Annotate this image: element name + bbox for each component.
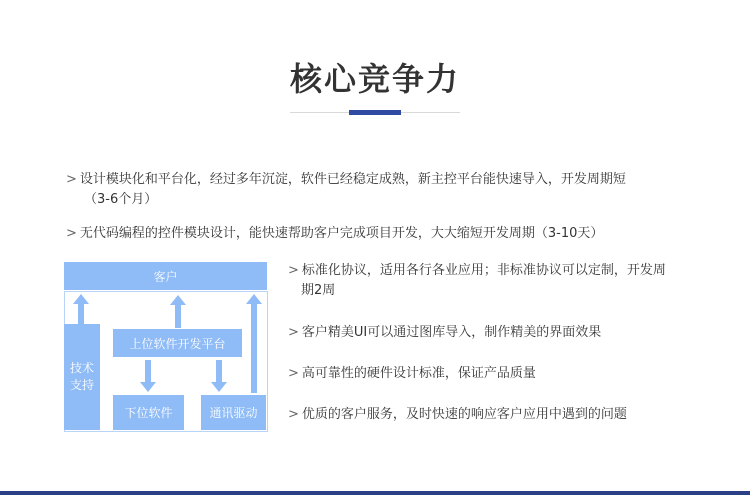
intro-bullet-2 xyxy=(66,224,603,244)
platform-box: 上位软件开发平台 xyxy=(113,329,242,357)
point-3-text: 高可靠性的硬件设计标准，保证产品质量 xyxy=(301,366,536,381)
bullet-marker: > xyxy=(288,263,299,278)
arrow-down-icon xyxy=(210,360,228,392)
point-1-text: 标准化协议，适用各行各业应用；非标准协议可以定制，开发周 xyxy=(301,263,666,278)
comm-driver-box: 通讯驱动 xyxy=(201,395,266,430)
intro-bullet-1-cont: （3-6个月） xyxy=(84,192,158,207)
arrow-up-icon xyxy=(245,294,263,393)
footer-bar xyxy=(0,491,750,495)
point-3 xyxy=(288,364,536,384)
intro-bullet-1 xyxy=(66,170,626,190)
title-accent-bar xyxy=(349,110,401,115)
arrow-up-icon xyxy=(72,294,90,324)
arrow-up-icon xyxy=(169,295,187,328)
lower-software-box: 下位软件 xyxy=(113,395,184,430)
bullet-marker: > xyxy=(288,325,299,340)
arrow-down-icon xyxy=(139,360,157,392)
point-4-text: 优质的客户服务，及时快速的响应客户应用中遇到的问题 xyxy=(301,407,627,422)
intro-bullet-2-text: 无代码编程的控件模块设计，能快速帮助客户完成项目开发，大大缩短开发周期（3-10天） xyxy=(79,226,604,241)
intro-bullet-1-text: 设计模块化和平台化，经过多年沉淀，软件已经稳定成熟，新主控平台能快速导入，开发周期短 xyxy=(79,172,626,187)
point-1 xyxy=(288,261,666,281)
support-box: 技术 支持 xyxy=(64,324,100,430)
point-2-text: 客户精美UI可以通过图库导入，制作精美的界面效果 xyxy=(301,325,602,340)
point-1-cont: 期2周 xyxy=(301,283,336,298)
bullet-marker: > xyxy=(66,172,77,187)
point-2 xyxy=(288,323,601,343)
bullet-marker: > xyxy=(288,366,299,381)
bullet-marker: > xyxy=(288,407,299,422)
bullet-marker: > xyxy=(66,226,77,241)
customer-box: 客户 xyxy=(64,262,267,290)
page-title: 核心竞争力 xyxy=(289,60,460,98)
point-4 xyxy=(288,405,627,425)
